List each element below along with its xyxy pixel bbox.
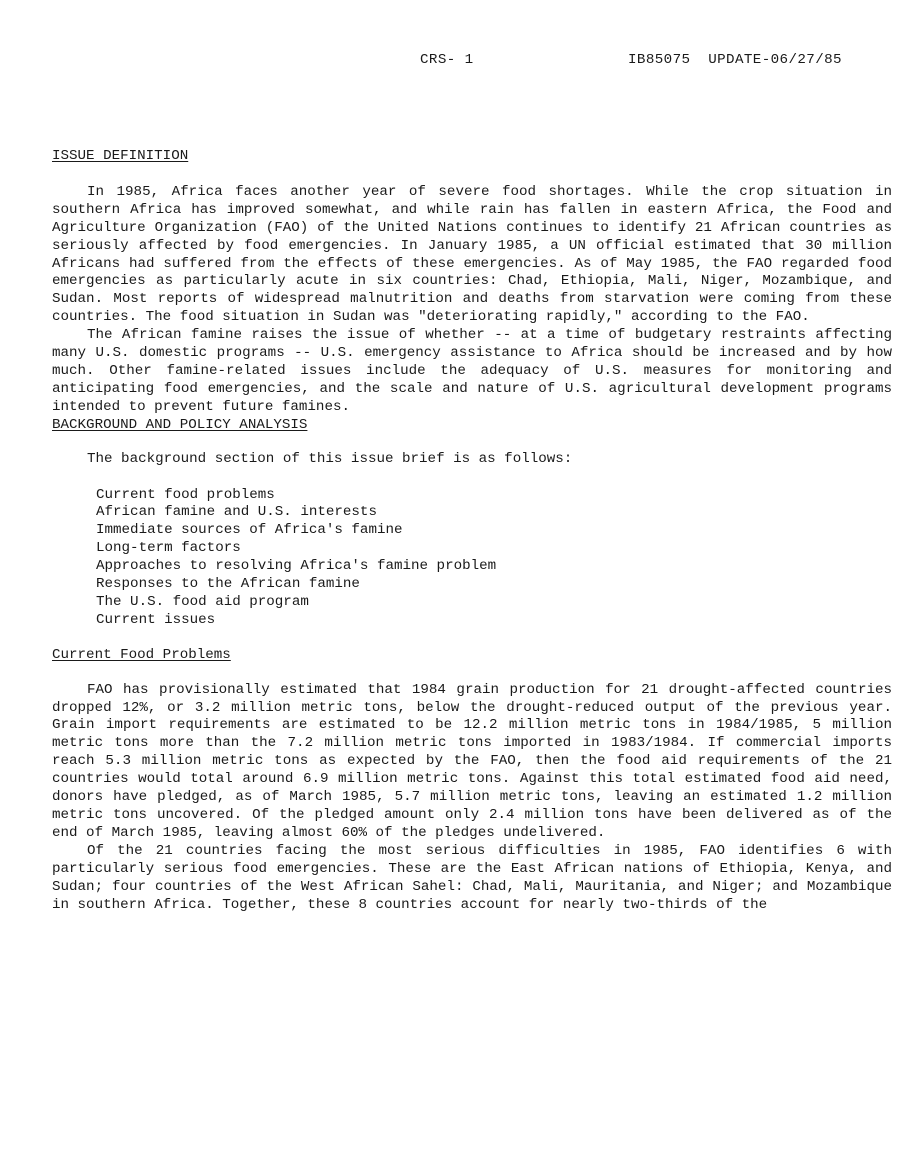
issue-paragraph-2: The African famine raises the issue of whether -- at a time of budgetary restraints affecting many U.S. domestic programs -- U.S. emergency assistance to Africa should be increased and by how much. Other famine-related issues include the adequacy of U.S. measures for monitoring and anticipating food emergencies, and the scale and nature of U.S. agricultural development programs intended to prevent future famines.: [52, 327, 892, 415]
background-intro: The background section of this issue brief is as follows:: [87, 450, 573, 467]
list-item: Approaches to resolving Africa's famine problem: [96, 558, 497, 575]
list-item: Long-term factors: [96, 540, 241, 557]
page-number-label: CRS- 1: [420, 52, 474, 68]
list-item: Current food problems: [96, 486, 275, 503]
list-item: The U.S. food aid program: [96, 593, 309, 610]
food-problems-paragraph-2: Of the 21 countries facing the most serious difficulties in 1985, FAO identifies 6 with particularly serious food emergencies. These are the East African nations of Ethiopia, Kenya, and Sudan; four countries of the West African Sahel: Chad, Mali, Mauritania, and Niger; and Mozambique in southern Africa. Together, these 8 countries account for nearly two-thirds of the: [52, 842, 892, 913]
background-topic-list: [96, 487, 892, 630]
issue-paragraph-1: In 1985, Africa faces another year of severe food shortages. While the crop situation in southern Africa has improved somewhat, and while rain has fallen in eastern Africa, the Food and Agriculture Organization (FAO) of the United Nations continues to identify 21 African countries as seriously affected by food emergencies. In January 1985, a UN official estimated that 30 million Africans had suffered from the effects of these emergencies. As of May 1985, the FAO regarded food emergencies as particularly acute in six countries: Chad, Ethiopia, Mali, Niger, Mozambique, and Sudan. Most reports of widespread malnutrition and deaths from starvation were coming from these countries. The food situation in Sudan was "deteriorating rapidly," according to the FAO.: [52, 183, 892, 326]
document-body: [52, 148, 892, 914]
subsection-heading-current-food-problems: Current Food Problems: [52, 646, 231, 663]
list-item: African famine and U.S. interests: [96, 504, 377, 521]
food-problems-paragraph-1: FAO has provisionally estimated that 1984 grain production for 21 drought-affected countries dropped 12%, or 3.2 million metric tons, below the drought-reduced output of the previous year. Grain import requirements are estimated to be 12.2 million metric tons in 1984/1985, 5 million metric tons more than the 7.2 million metric tons imported in 1983/1984. If commercial imports reach 5.3 million metric tons as expected by the FAO, then the food aid requirements of the 21 countries would total around 6.9 million metric tons. Against this total estimated food aid need, donors have pledged, as of March 1985, 5.7 million metric tons, leaving an estimated 1.2 million metric tons uncovered. Of the pledged amount only 2.4 million tons have been delivered as of the end of March 1985, leaving almost 60% of the pledges undelivered.: [52, 681, 892, 841]
list-item: Immediate sources of Africa's famine: [96, 522, 403, 539]
brief-id-label: IB85075 UPDATE-06/27/85: [628, 52, 842, 68]
list-item: Responses to the African famine: [96, 576, 360, 593]
list-item: Current issues: [96, 611, 216, 628]
section-heading-issue-definition: ISSUE DEFINITION: [52, 148, 189, 164]
section-heading-background: BACKGROUND AND POLICY ANALYSIS: [52, 416, 308, 433]
